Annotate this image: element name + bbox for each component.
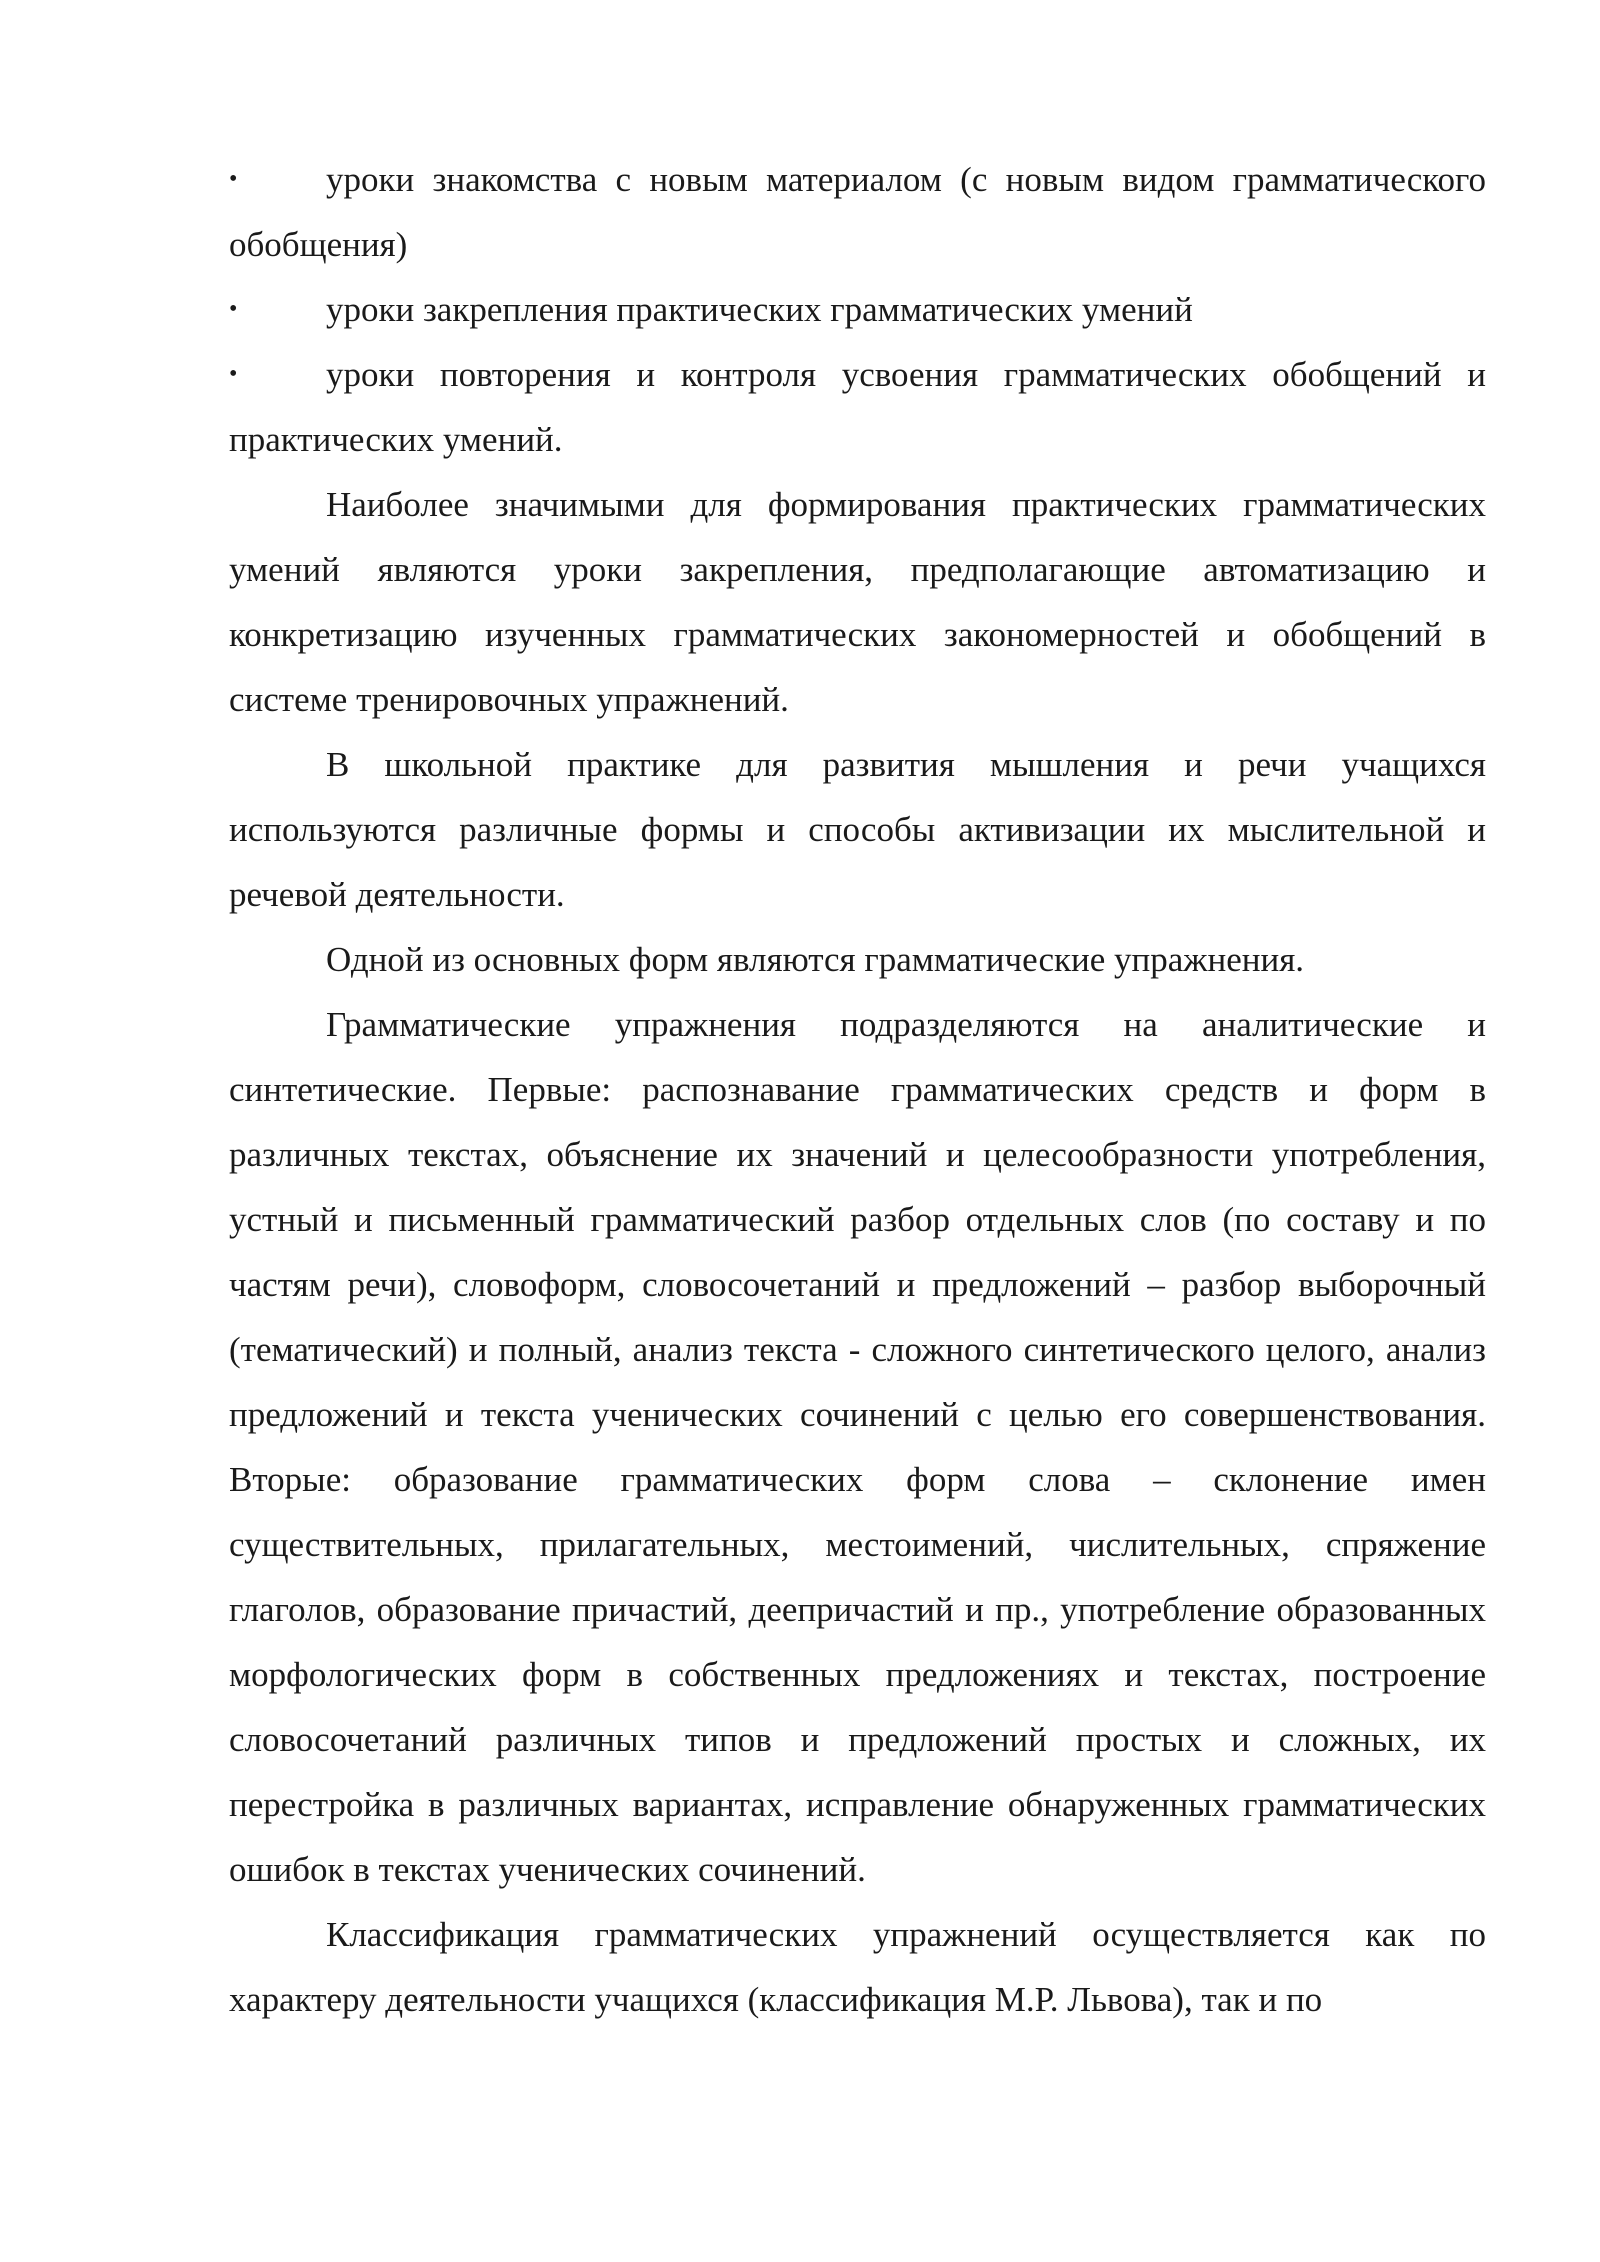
paragraph-main-forms: Одной из основных форм являются грамматические упражнения.: [326, 940, 1305, 979]
paragraph-school-practice: В школьной практике для развития мышления и речи учащихся используются различные формы и способы активизации их мыслительной и речевой деятельности.: [229, 745, 1486, 914]
bullet-item-new-material: [229, 147, 1486, 277]
bullet-marker: •: [229, 296, 238, 322]
bullet-item-consolidation: [229, 277, 1486, 342]
bullet-marker: •: [229, 361, 238, 387]
paragraph-most-significant: Наиболее значимыми для формирования практических грамматических умений являются уроки закрепления, предполагающие автоматизацию и конкретизацию изученных грамматических закономерностей и обобщений в системе тренировочных упражнений.: [229, 485, 1486, 719]
paragraph-exercise-types: Грамматические упражнения подразделяются на аналитические и синтетические. Первые: распознавание грамматических средств и форм в различных текстах, объяснение их значений и целесообразности употребления, устный и письменный грамматический разбор отдельных слов (по составу и по частям речи), словоформ, словосочетаний и предложений – разбор выборочный (тематический) и полный, анализ текста - сложного синтетического целого, анализ предложений и текста ученических сочинений с целью его совершенствования. Вторые: образование грамматических форм слова – склонение имен существительных, прилагательных, местоимений, числительных, спряжение глаголов, образование причастий, деепричастий и пр., употребление образованных морфологических форм в собственных предложениях и текстах, построение словосочетаний различных типов и предложений простых и сложных, их перестройка в различных вариантах, исправление обнаруженных грамматических ошибок в текстах ученических сочинений.: [229, 1005, 1486, 1889]
bullet-item-repetition: [229, 342, 1486, 472]
paragraph-classification: Классификация грамматических упражнений осуществляется как по характеру деятельности учащихся (классификация М.Р. Львова), так и по: [229, 1915, 1486, 2019]
bullet-marker: •: [229, 166, 238, 192]
bullet-text: уроки знакомства с новым материалом (с новым видом грамматического обобщения): [229, 160, 1486, 264]
bullet-text: уроки закрепления практических грамматических умений: [326, 290, 1193, 329]
bullet-text: уроки повторения и контроля усвоения грамматических обобщений и практических умений.: [229, 355, 1486, 459]
text-column: [229, 147, 1486, 2032]
